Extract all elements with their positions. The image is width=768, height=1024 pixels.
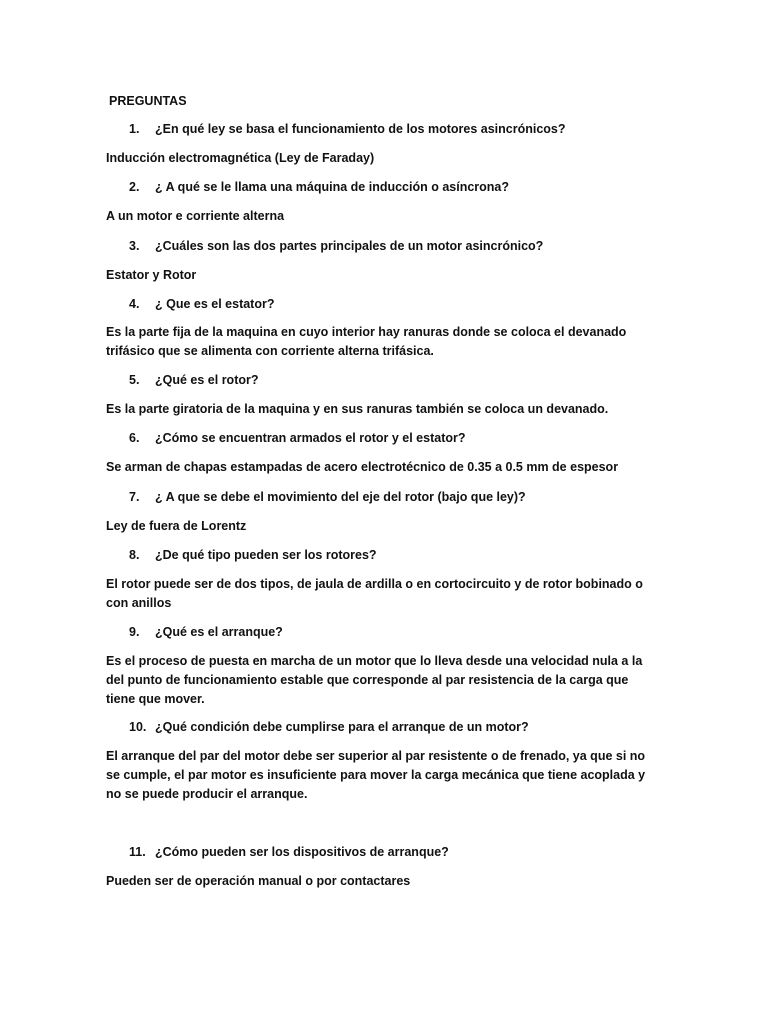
question-number: 3. <box>129 239 140 253</box>
answer-6: Se arman de chapas estampadas de acero electrotécnico de 0.35 a 0.5 mm de espesor <box>106 460 619 474</box>
question-number: 5. <box>129 373 140 387</box>
question-text: ¿ Que es el estator? <box>155 297 275 311</box>
question-text: ¿Cómo se encuentran armados el rotor y el estator? <box>155 431 466 445</box>
document-title: PREGUNTAS <box>109 94 187 108</box>
answer-10: El arranque del par del motor debe ser superior al par resistente o de frenado, ya que si no se cumple, el par motor es insuficiente para mover la carga mecánica que tiene acoplada y no se puede producir el arranque. <box>106 749 646 801</box>
answer-4: Es la parte fija de la maquina en cuyo interior hay ranuras donde se coloca el devanado trifásico que se alimenta con corriente alterna trifásica. <box>106 325 627 358</box>
question-4 <box>129 295 749 313</box>
question-text: ¿Cómo pueden ser los dispositivos de arranque? <box>155 845 449 859</box>
question-11 <box>129 843 749 861</box>
question-number: 11. <box>129 845 146 859</box>
question-3 <box>129 237 749 255</box>
answer-11: Pueden ser de operación manual o por contactares <box>106 874 411 888</box>
answer-8: El rotor puede ser de dos tipos, de jaula de ardilla o en cortocircuito y de rotor bobinado o con anillos <box>106 577 643 610</box>
question-text: ¿Cuáles son las dos partes principales de un motor asincrónico? <box>155 239 544 253</box>
question-10 <box>129 718 749 736</box>
question-text: ¿En qué ley se basa el funcionamiento de los motores asincrónicos? <box>155 122 566 136</box>
question-number: 4. <box>129 297 140 311</box>
question-6 <box>129 429 749 447</box>
answer-2: A un motor e corriente alterna <box>106 209 285 223</box>
question-1 <box>129 120 749 138</box>
question-text: ¿ A que se debe el movimiento del eje del rotor (bajo que ley)? <box>155 490 526 504</box>
question-number: 10. <box>129 720 147 734</box>
answer-7: Ley de fuera de Lorentz <box>106 519 247 533</box>
answer-5: Es la parte giratoria de la maquina y en sus ranuras también se coloca un devanado. <box>106 402 609 416</box>
question-8 <box>129 546 749 564</box>
question-7 <box>129 488 749 506</box>
question-number: 7. <box>129 490 140 504</box>
question-number: 1. <box>129 122 140 136</box>
question-number: 2. <box>129 180 140 194</box>
question-number: 6. <box>129 431 140 445</box>
question-text: ¿Qué es el rotor? <box>155 373 259 387</box>
question-text: ¿Qué es el arranque? <box>155 625 283 639</box>
answer-3: Estator y Rotor <box>106 268 197 282</box>
question-text: ¿De qué tipo pueden ser los rotores? <box>155 548 377 562</box>
question-5 <box>129 371 749 389</box>
question-number: 8. <box>129 548 140 562</box>
question-9 <box>129 623 749 641</box>
answer-9: Es el proceso de puesta en marcha de un motor que lo lleva desde una velocidad nula a la del punto de funcionamiento estable que corresponde al par resistencia de la carga que tiene que mover. <box>106 654 643 706</box>
question-2 <box>129 178 749 196</box>
question-text: ¿ A qué se le llama una máquina de inducción o asíncrona? <box>155 180 510 194</box>
answer-1: Inducción electromagnética (Ley de Faraday) <box>106 151 375 165</box>
question-text: ¿Qué condición debe cumplirse para el arranque de un motor? <box>155 720 529 734</box>
question-number: 9. <box>129 625 140 639</box>
